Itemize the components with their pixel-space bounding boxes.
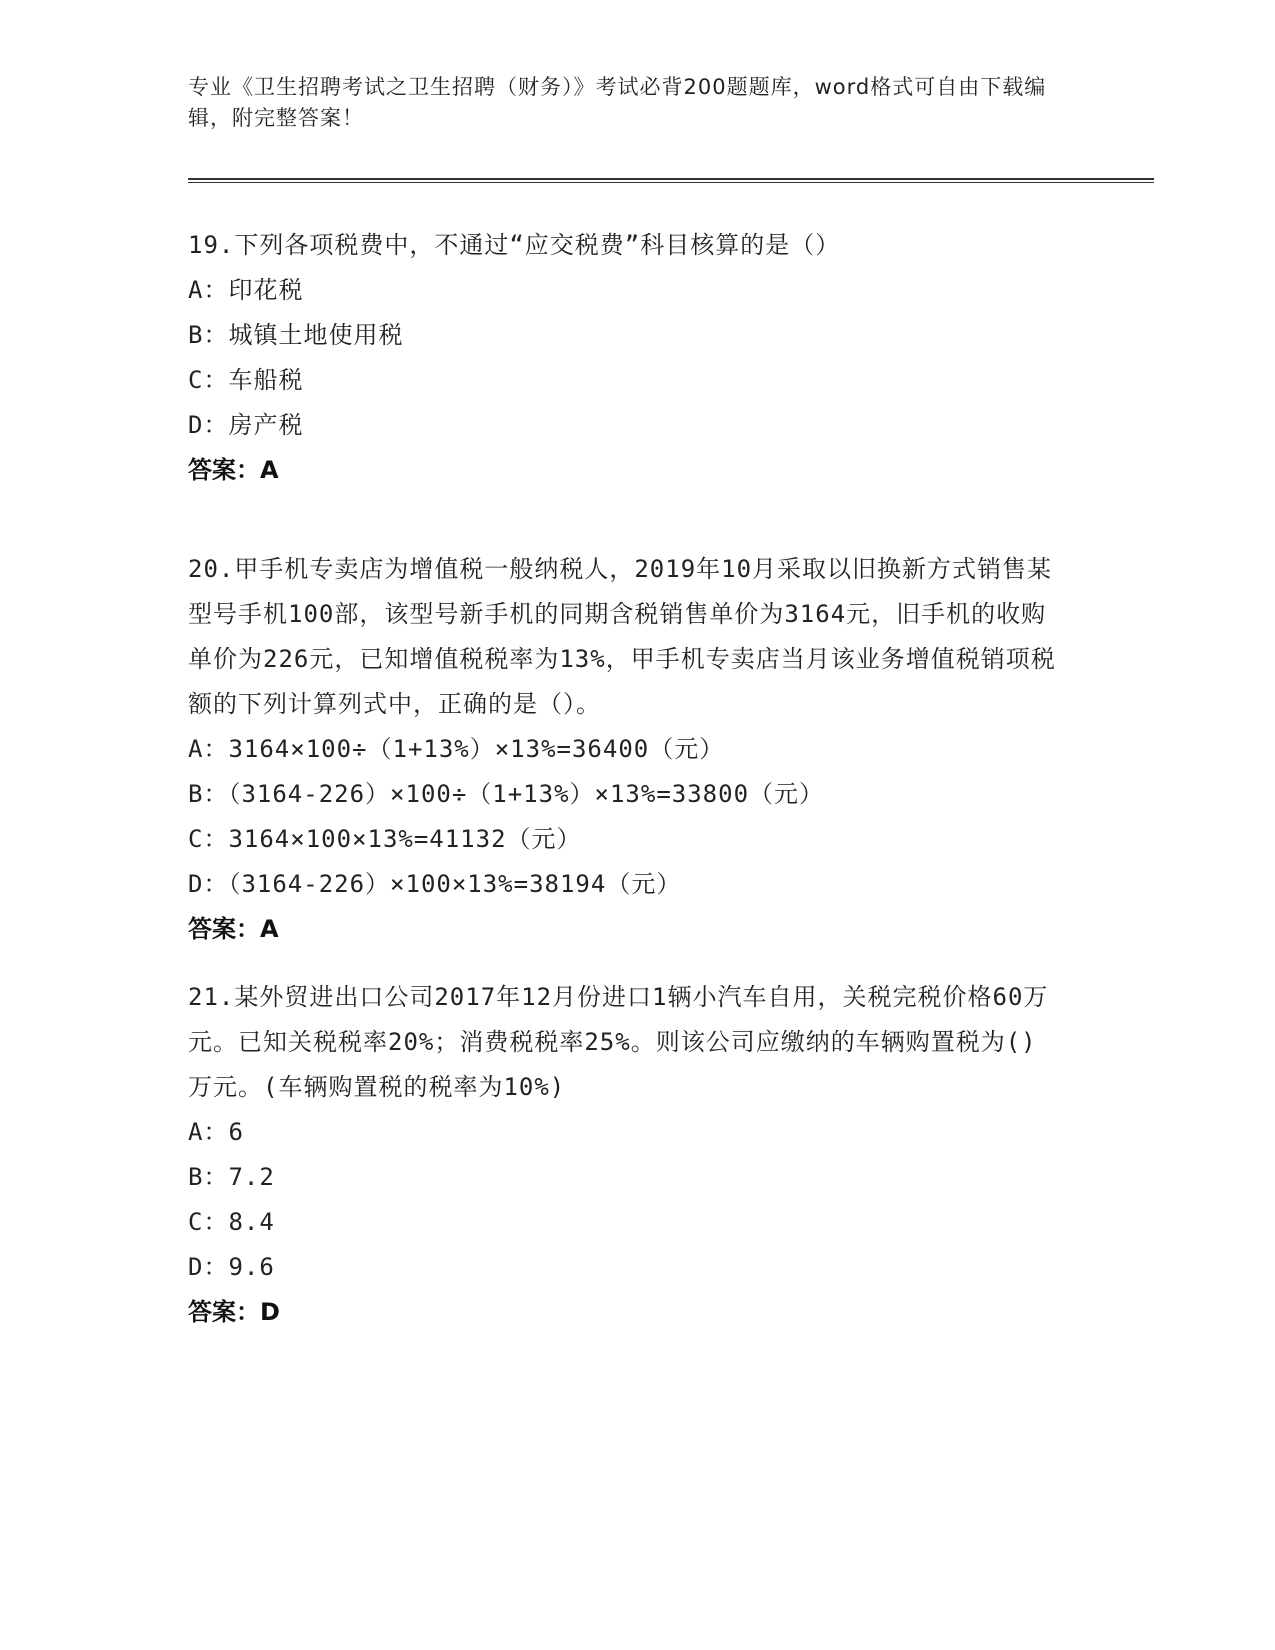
question-stem: 21.某外贸进出口公司2017年12月份进口1辆小汽车自用，关税完税价格60万元。已知关税税率20%；消费税税率25%。则该公司应缴纳的车辆购置税为()万元。(车辆购置税的税率为10%) xyxy=(188,983,1049,1101)
question-19 xyxy=(188,223,1088,493)
option-d: D：（3164-226）×100×13%=38194（元） xyxy=(188,870,682,898)
answer-line: 答案：A xyxy=(188,456,279,484)
option-b: B：（3164-226）×100÷（1+13%）×13%=33800（元） xyxy=(188,780,825,808)
option-a: A：3164×100÷（1+13%）×13%=36400（元） xyxy=(188,735,725,763)
header-divider xyxy=(188,178,1154,183)
option-c: C：8.4 xyxy=(188,1208,275,1236)
option-b: B：7.2 xyxy=(188,1163,275,1191)
answer-line: 答案：A xyxy=(188,915,279,943)
question-20 xyxy=(188,547,1088,952)
document-header-intro: 专业《卫生招聘考试之卫生招聘（财务）》考试必背200题题库，word格式可自由下载编辑，附完整答案！ xyxy=(188,75,1047,130)
answer-line: 答案：D xyxy=(188,1298,280,1326)
question-21 xyxy=(188,975,1088,1335)
option-b: B：城镇土地使用税 xyxy=(188,321,404,349)
question-stem: 19.下列各项税费中，不通过“应交税费”科目核算的是（） xyxy=(188,231,841,259)
option-c: C：3164×100×13%=41132（元） xyxy=(188,825,582,853)
option-a: A：6 xyxy=(188,1118,244,1146)
option-c: C：车船税 xyxy=(188,366,304,394)
question-stem: 20.甲手机专卖店为增值税一般纳税人，2019年10月采取以旧换新方式销售某型号手机100部，该型号新手机的同期含税销售单价为3164元，旧手机的收购单价为226元，已知增值税税率为13%，甲手机专卖店当月该业务增值税销项税额的下列计算列式中，正确的是（）。 xyxy=(188,555,1056,718)
option-d: D：房产税 xyxy=(188,411,304,439)
option-a: A：印花税 xyxy=(188,276,304,304)
option-d: D：9.6 xyxy=(188,1253,275,1281)
